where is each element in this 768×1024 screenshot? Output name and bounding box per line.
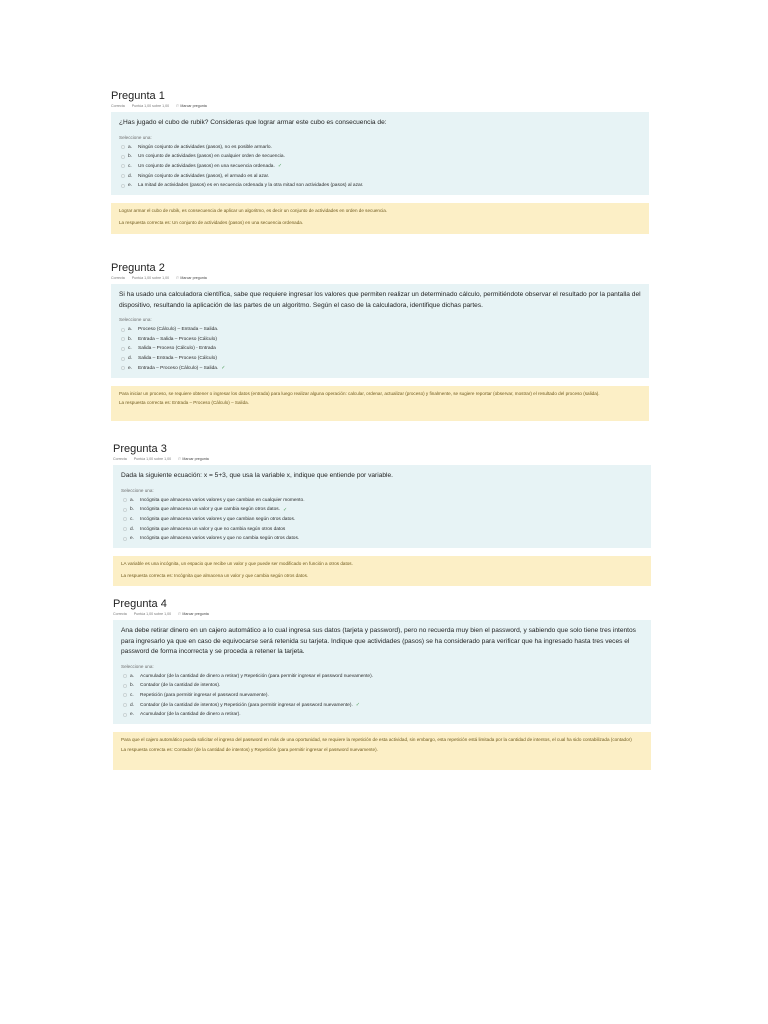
flag-icon: ⚐ [178,457,182,461]
radio-button[interactable] [123,674,127,678]
answer-option-e[interactable] [121,710,643,720]
radio-button[interactable] [121,184,125,188]
question-1 [111,90,649,234]
check-icon: ✓ [277,163,283,170]
select-label: Seleccione una: [119,317,152,322]
option-text: Contador (de la cantidad de intentos). [140,683,221,689]
status-text: Correcta [111,104,125,108]
score-text: Puntúa 1,00 sobre 1,00 [133,457,172,461]
question-box [113,620,651,724]
answer-option-b[interactable] [121,505,643,515]
option-text: Proceso (Cálculo) – Entrada – Salida. [138,327,219,333]
answer-option-d[interactable] [121,700,643,710]
correct-answer-text: La respuesta correcta es: Contador (de la cantidad de intentos) y Repetición (para permitir ingresar el password nuevamente). [121,746,378,752]
flag-icon: ⚐ [178,612,182,616]
radio-button[interactable] [121,328,125,332]
feedback-box [111,203,649,234]
answer-option-e[interactable] [119,363,641,373]
option-letter: c. [128,346,132,352]
question-meta [113,457,651,462]
option-letter: a. [128,144,133,150]
flag-icon: ⚐ [176,276,180,280]
question-text: Ana debe retirar dinero en un cajero automático a lo cual ingresa sus datos (tarjeta y password), pero no recuerda muy bien el password, y sabiendo que solo tiene tres intentos para ingresarlo ya que en caso de equivocarse será retenida su tarjeta. Indique que actividades (pasos) se ha considerado para verificar que ha ingresado hasta tres veces el password de forma incorrecta y se proceda a retener la tarjeta. [121,627,636,655]
radio-button[interactable] [123,713,127,717]
option-text: Incógnita que almacena un valor y que no cambia según otros datos [140,526,286,532]
radio-button[interactable] [123,693,127,697]
feedback-box [111,386,649,421]
option-text: Entrada – Salida – Proceso (Cálculo) [138,336,217,342]
select-label: Seleccione una: [121,487,154,493]
check-icon: ✓ [283,506,288,513]
status-text: Correcta [111,276,125,280]
answer-option-d[interactable] [121,524,643,534]
option-text: Salida – Entrada – Proceso (Cálculo) [138,356,217,362]
radio-button[interactable] [121,337,125,341]
radio-button[interactable] [123,498,127,502]
radio-button[interactable] [121,366,125,370]
flag-question-link[interactable] [178,457,209,461]
option-text: Ningún conjunto de actividades (pasos), el armado es al azar. [138,173,270,179]
option-text: Incógnita que almacena un valor y que cambia según otros datos. [140,507,280,513]
answer-option-a[interactable] [121,496,643,506]
flag-question-link[interactable] [178,612,209,616]
option-text: Un conjunto de actividades (pasos) en cualquier orden de secuencia. [138,154,285,160]
correct-answer-text: La respuesta correcta es: Entrada – Proceso (Cálculo) – Salida. [119,400,249,406]
flag-icon: ⚐ [176,104,180,108]
question-meta [111,276,649,281]
flag-label: Marcar pregunta [182,457,209,461]
question-text: ¿Has jugado el cubo de rubik? Consideras que lograr armar este cubo es consecuencia de: [119,119,387,126]
option-text: La mitad de actividades (pasos) es en secuencia ordenada y la otra mitad son actividades (pasos) al azar. [138,183,364,189]
flag-label: Marcar pregunta [180,104,207,108]
radio-button[interactable] [123,703,127,707]
answer-option-d[interactable] [119,171,641,181]
question-title: Pregunta 4 [113,598,167,610]
option-letter: c. [128,163,132,169]
option-letter: a. [128,327,133,333]
answer-option-b[interactable] [119,152,641,162]
score-text: Puntúa 1,00 sobre 1,00 [133,612,172,616]
option-letter: e. [128,183,133,189]
option-text: Incógnita que almacena varios valores y que no cambia según otros datos. [140,536,300,542]
answer-option-a[interactable] [121,672,643,682]
option-text: Repetición (para permitir ingresar el password nuevamente). [140,692,269,698]
feedback-box [113,732,651,770]
option-letter: c. [130,692,134,698]
option-letter: a. [130,497,135,503]
flag-question-link[interactable] [176,276,207,280]
option-letter: e. [130,712,135,718]
radio-button[interactable] [121,164,125,168]
answer-option-c[interactable] [119,344,641,354]
option-letter: a. [130,673,135,679]
option-letter: d. [128,356,133,362]
option-letter: d. [128,173,133,179]
radio-button[interactable] [123,517,127,521]
answer-option-a[interactable] [119,143,641,153]
select-label: Seleccione una: [121,663,154,669]
option-text: Contador (de la cantidad de intentos) y Repetición (para permitir ingresar el password nuevamente). [140,702,353,708]
option-letter: d. [130,526,135,532]
answer-option-e[interactable] [119,181,641,191]
option-letter: c. [130,516,134,522]
radio-button[interactable] [121,174,125,178]
option-text: Acumulador (de la cantidad de dinero a retirar) y Repetición (para permitir ingresar el password nuevamente). [140,673,374,679]
question-title: Pregunta 1 [111,90,165,102]
check-icon: ✓ [355,702,360,709]
answer-option-d[interactable] [119,354,641,364]
answer-option-c[interactable] [121,515,643,525]
question-box [113,465,651,548]
option-letter: b. [130,507,135,513]
radio-button[interactable] [121,357,125,361]
question-title: Pregunta 2 [111,262,165,274]
option-text: Incógnita que almacena varios valores y que cambian en cualquier momento. [140,497,305,503]
question-4 [113,598,651,770]
feedback-box [113,556,651,586]
question-meta [111,104,649,109]
answer-option-c[interactable] [119,162,641,172]
radio-button[interactable] [123,508,127,512]
radio-button[interactable] [121,347,125,351]
check-icon: ✓ [221,365,226,372]
question-2 [111,262,649,421]
option-letter: b. [128,336,133,342]
correct-answer-text: La respuesta correcta es: Incógnita que almacena un valor y que cambia según otros datos. [121,572,309,578]
feedback-text: LA variable es una incógnita, un espacio que recibe un valor y que puede ser modificado en función a otros datos. [121,561,353,567]
feedback-text: Para que el cajero automático pueda solicitar el ingreso del password en más de una oportunidad, se requiere la repetición de esta actividad, sin embargo, esta repetición está limitada por la cantidad de intentos, el cual ha sido contabilizada (contador) [121,737,632,743]
radio-button[interactable] [121,145,125,149]
option-text: Acumulador (de la cantidad de dinero a retirar). [140,712,241,718]
question-meta [113,612,651,617]
flag-label: Marcar pregunta [180,276,207,280]
status-text: Correcta [113,612,127,616]
radio-button[interactable] [123,684,127,688]
option-text: Un conjunto de actividades (pasos) en una secuencia ordenada. [138,163,275,169]
score-text: Puntúa 1,00 sobre 1,00 [131,104,170,108]
question-text: Si ha usado una calculadora científica, sabe que requiere ingresar los valores que permiten realizar un determinado cálculo, permitiéndote observar el resultado por la pantalla del dispositivo, resultando la aplicación de las partes de un algoritmo. Según el caso de la calculadora, identifique dichas partes. [119,291,641,309]
question-title: Pregunta 3 [113,443,167,455]
option-letter: b. [130,683,135,689]
radio-button[interactable] [121,155,125,159]
flag-question-link[interactable] [176,104,207,108]
option-text: Entrada – Proceso (Cálculo) – Salida. [138,365,219,371]
feedback-text: Para iniciar un proceso, se requiere obtener o ingresar los datos (entrada) para luego realizar alguna operación: calcular, ordenar, actualizar (proceso) y finalmente, se sugiere reportar (observar, mostrar) el resultado del proceso (salida). [119,390,600,396]
answer-option-e[interactable] [121,534,643,544]
radio-button[interactable] [123,527,127,531]
radio-button[interactable] [123,537,127,541]
option-letter: e. [128,365,133,371]
option-text: Ningún conjunto de actividades (pasos), no es posible armarlo. [138,144,272,150]
correct-answer-text: La respuesta correcta es: Un conjunto de actividades (pasos) en una secuencia ordenada. [119,219,304,225]
answer-option-a[interactable] [119,325,641,335]
feedback-text: Lograr armar el cubo de rubik, es consecuencia de aplicar un algoritmo, es decir un conjunto de actividades en orden de secuencia. [119,208,388,214]
flag-label: Marcar pregunta [182,612,209,616]
option-letter: d. [130,702,135,708]
question-text: Dada la siguiente ecuación: x = 5+3, que usa la variable x, indique que entiende por variable. [121,472,393,479]
answer-option-b[interactable] [119,335,641,345]
score-text: Puntúa 1,00 sobre 1,00 [131,276,170,280]
question-box [111,284,649,378]
answer-option-c[interactable] [121,691,643,701]
answer-option-b[interactable] [121,681,643,691]
option-text: Incógnita que almacena varios valores y que cambian según otros datos. [140,516,296,522]
question-box [111,112,649,195]
status-text: Correcta [113,457,127,461]
select-label: Seleccione una: [119,134,152,140]
option-text: Salida – Proceso (Cálculo) - Entrada [138,346,216,352]
option-letter: e. [130,536,135,542]
question-3 [113,443,651,586]
option-letter: b. [128,154,133,160]
